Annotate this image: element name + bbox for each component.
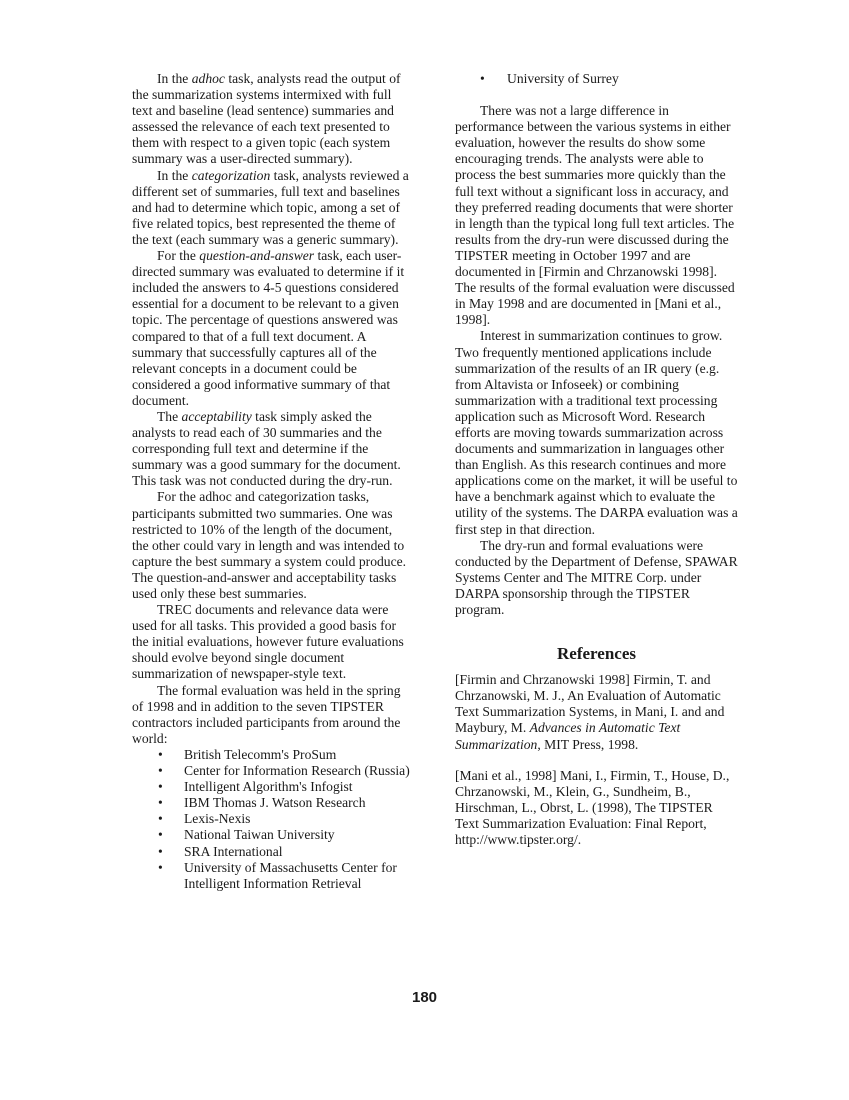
list-item: • IBM Thomas J. Watson Research: [132, 795, 412, 811]
conducted-paragraph: The dry-run and formal evaluations were conducted by the Department of Defense, SPAWAR Systems Center and The MITRE Corp. under DARPA sponsorship through the TIPSTER program.: [455, 537, 738, 617]
participant-list-continued: [455, 71, 738, 87]
acceptability-paragraph: The acceptability task simply asked the analysts to read each of 30 summaries and the corresponding full text and determine if the summary was a good summary for the document. This task was not conducted during the dry-run.: [132, 408, 401, 489]
adhoc-paragraph: In the adhoc task, analysts read the output of the summarization systems intermixed with full text and baseline (lead sentence) summaries and assessed the relevance of each text presented to them with respect to a given topic (each system summary was a user-directed summary).: [132, 71, 401, 167]
right-column: [455, 71, 738, 863]
trec-paragraph: TREC documents and relevance data were used for all tasks. This provided a good basis for the initial evaluations, however future evaluations should evolve beyond single document summarization of newspaper-style text.: [132, 602, 404, 682]
left-column: [132, 71, 412, 892]
list-item: • University of Surrey: [455, 71, 738, 87]
summaries-paragraph: For the adhoc and categorization tasks, participants submitted two summaries. One was restricted to 10% of the length of the document, the other could vary in length and was intended to capture the best summary a system could produce. The question-and-answer and acceptability tasks used only these best summaries.: [132, 489, 407, 601]
list-item: • British Telecomm's ProSum: [132, 747, 412, 763]
references-heading: References: [557, 644, 636, 664]
reference-mani: [Mani et al., 1998] Mani, I., Firmin, T., House, D., Chrzanowski, M., Klein, G., Sundheim, B., Hirschman, L., Obrst, L. (1998), The TIPSTER Text Summarization Evaluation: Final Report, http://www.tipster.org/.: [455, 767, 730, 848]
list-item: • National Taiwan University: [132, 827, 412, 843]
list-item: • Center for Information Research (Russia): [132, 763, 412, 779]
list-item: • SRA International: [132, 844, 412, 860]
results-paragraph: There was not a large difference in performance between the various systems in either evaluation, however the results do show some encouraging trends. The analysts were able to process the best summaries more quickly than the full text without a significant loss in accuracy, and they preferred reading documents that were shorter in length than the typical long full text articles. The results from the dry-run were discussed during the TIPSTER meeting in October 1997 and are documented in [Firmin and Chrzanowski 1998]. The results of the formal evaluation were discussed in May 1998 and are documented in [Mani et al., 1998].: [455, 103, 735, 328]
participant-list: [132, 747, 412, 892]
reference-firmin: [Firmin and Chrzanowski 1998] Firmin, T. and Chrzanowski, M. J., An Evaluation of Automatic Text Summarization Systems, in Mani, I. and and Maybury, M. Advances in Automatic Text Summarization, MIT Press, 1998.: [455, 672, 725, 752]
question-answer-paragraph: For the question-and-answer task, each user-directed summary was evaluated to determine if it included the answers to 4-5 questions considered essential for a document to be relevant to a given topic. The percentage of questions answered was compared to that of a full text document. A summary that successfully captures all of the relevant concepts in a document could be considered a good informative summary of that document.: [132, 248, 405, 408]
categorization-paragraph: In the categorization task, analysts reviewed a different set of summaries, full text and baselines and had to determine which topic, among a set of five related topics, best represented the theme of the text (each summary was a generic summary).: [132, 167, 409, 247]
list-item: • Lexis-Nexis: [132, 811, 412, 827]
list-item: • Intelligent Algorithm's Infogist: [132, 779, 412, 795]
formal-evaluation-paragraph: The formal evaluation was held in the spring of 1998 and in addition to the seven TIPSTER contractors included participants from around the world:: [132, 682, 401, 746]
interest-paragraph: Interest in summarization continues to grow. Two frequently mentioned applications include summarization of the results of an IR query (e.g. from Altavista or Infoseek) or combining summarization with a traditional text processing application such as Microsoft Word. Research efforts are moving towards summarization across documents and summarization in languages other than English. As this research continues and more applications come on the market, it will be useful to have a benchmark against which to evaluate the utility of the systems. The DARPA evaluation was a first step in that direction.: [455, 328, 738, 537]
page-number: 180: [411, 989, 438, 1006]
list-item: • University of Massachusetts Center for Intelligent Information Retrieval: [132, 860, 412, 892]
